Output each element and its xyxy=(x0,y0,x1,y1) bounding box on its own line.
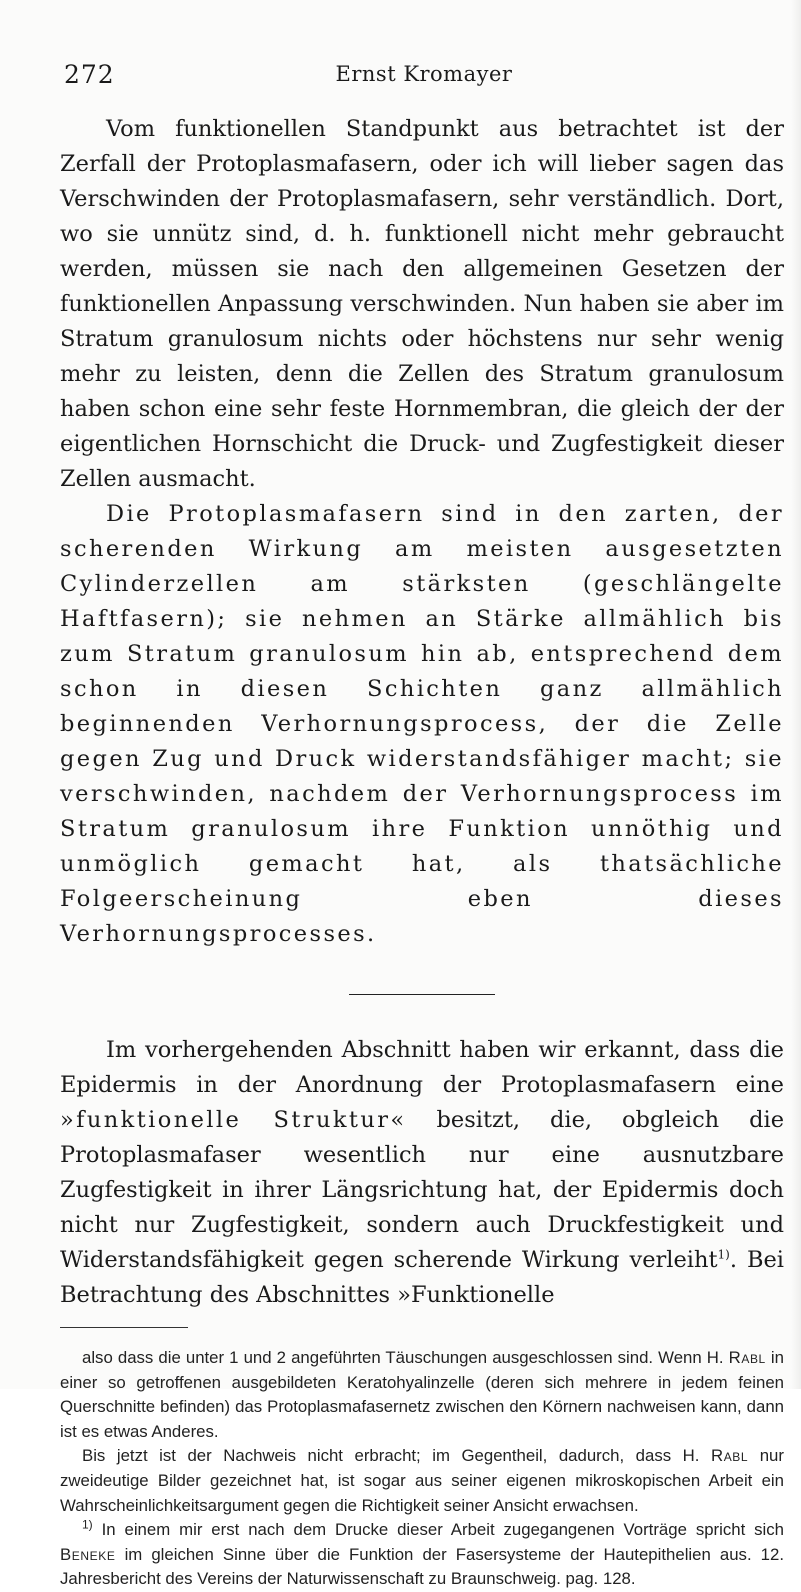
paragraph-3-start: Im vorhergehenden Abschnitt haben wir erkannt, dass die Epidermis in der Anordnung der Protoplasmafasern eine xyxy=(60,1037,784,1098)
functional-structure-term: »funktionelle Struktur« xyxy=(60,1107,407,1133)
footnote-continuation xyxy=(60,1346,784,1444)
footnote-text: In einem mir erst nach dem Drucke dieser Arbeit zugegangenen Vorträge spricht sich xyxy=(101,1520,785,1540)
author-name: Beneke xyxy=(60,1544,116,1564)
footnote-text: nur zweideutige Bilder gezeichnet hat, ist sogar aus seiner eigenen mikroskopischen Arbeit ein Wahrscheinlichkeitsargument gegen die Richtigkeit seiner Ansicht erwachsen. xyxy=(60,1446,784,1515)
section-divider xyxy=(349,994,495,995)
main-text xyxy=(60,112,784,1592)
page-header xyxy=(64,60,784,100)
page-number: 272 xyxy=(64,60,115,89)
footnote-paragraph xyxy=(60,1444,784,1518)
footnote-text: Bis jetzt ist der Nachweis nicht erbracht; im Gegentheil, dadurch, dass H. xyxy=(82,1446,700,1466)
footnotes xyxy=(60,1346,784,1592)
footnote-mark: 1) xyxy=(82,1517,93,1532)
footnote-text: in einer so getroffenen ausgebildeten Keratohyalinzelle (deren sich mehrere in jedem feinen Querschnitte befinden) das Protoplasmafasernetz zwischen den Körnern nachweisen kann, dann ist es etwas Anderes. xyxy=(60,1348,784,1441)
paragraph-3 xyxy=(60,1033,784,1313)
paragraph-1: Vom funktionellen Standpunkt aus betrachtet ist der Zerfall der Protoplasmafasern, oder ich will lieber sagen das Verschwinden der Protoplasmafasern, sehr verständlich. Dort, wo sie unnütz sind, d. h. funktionell nicht mehr gebraucht werden, müssen sie nach den allgemeinen Gesetzen der funktionellen Anpassung verschwinden. Nun haben sie aber im Stratum granulosum nichts oder höchstens nur sehr wenig mehr zu leisten, denn die Zellen des Stratum granulosum haben schon eine sehr feste Hornmembran, die gleich der der eigentlichen Hornschicht die Druck- und Zugfestigkeit dieser Zellen ausmacht. xyxy=(60,116,784,492)
footnote-text: also dass die unter 1 und 2 angeführten Täuschungen ausgeschlossen sind. Wenn H. xyxy=(82,1348,724,1367)
footnote-reference[interactable]: 1) xyxy=(717,1247,730,1262)
page-edge-shadow xyxy=(791,0,801,1389)
paragraph-3-middle: besitzt, die, obgleich die Protoplasmafaser wesentlich nur eine ausnutzbare Zugfestigkeit in ihrer Längsrichtung hat, der Epidermis doch nicht nur Zugfestigkeit, sondern auch Druckfestigkeit und Widerstandsfähigkeit gegen scherende Wirkung verleiht xyxy=(60,1107,785,1273)
author-name: Rabl xyxy=(710,1446,749,1466)
paragraph-3-end: . Bei Betrachtung des Abschnittes »Funktionelle xyxy=(60,1247,785,1308)
footnote-divider xyxy=(60,1327,188,1328)
footnote-1 xyxy=(60,1518,784,1592)
footnote-text: im gleichen Sinne über die Funktion der Fasersysteme der Hautepithelien aus. 12. Jahresbericht des Vereins der Naturwissenschaft zu Braunschweig. pag. 128. xyxy=(60,1544,784,1589)
author-name: Rabl xyxy=(728,1348,766,1367)
running-head: Ernst Kromayer xyxy=(335,62,513,86)
paragraph-2: Die Protoplasmafasern sind in den zarten, der scherenden Wirkung am meisten ausgesetzten Cylinderzellen am stärksten (geschlängelte Haftfasern); sie nehmen an Stärke allmählich bis zum Stratum granulosum hin ab, entsprechend dem schon in diesen Schichten ganz allmählich beginnenden Verhornungsprocess, der die Zelle gegen Zug und Druck widerstandsfähiger macht; sie verschwinden, nachdem der Verhornungsprocess im Stratum granulosum ihre Funktion unnöthig und unmöglich gemacht hat, als thatsächliche Folgeerscheinung eben dieses Verhornungsprocesses. xyxy=(60,501,784,947)
